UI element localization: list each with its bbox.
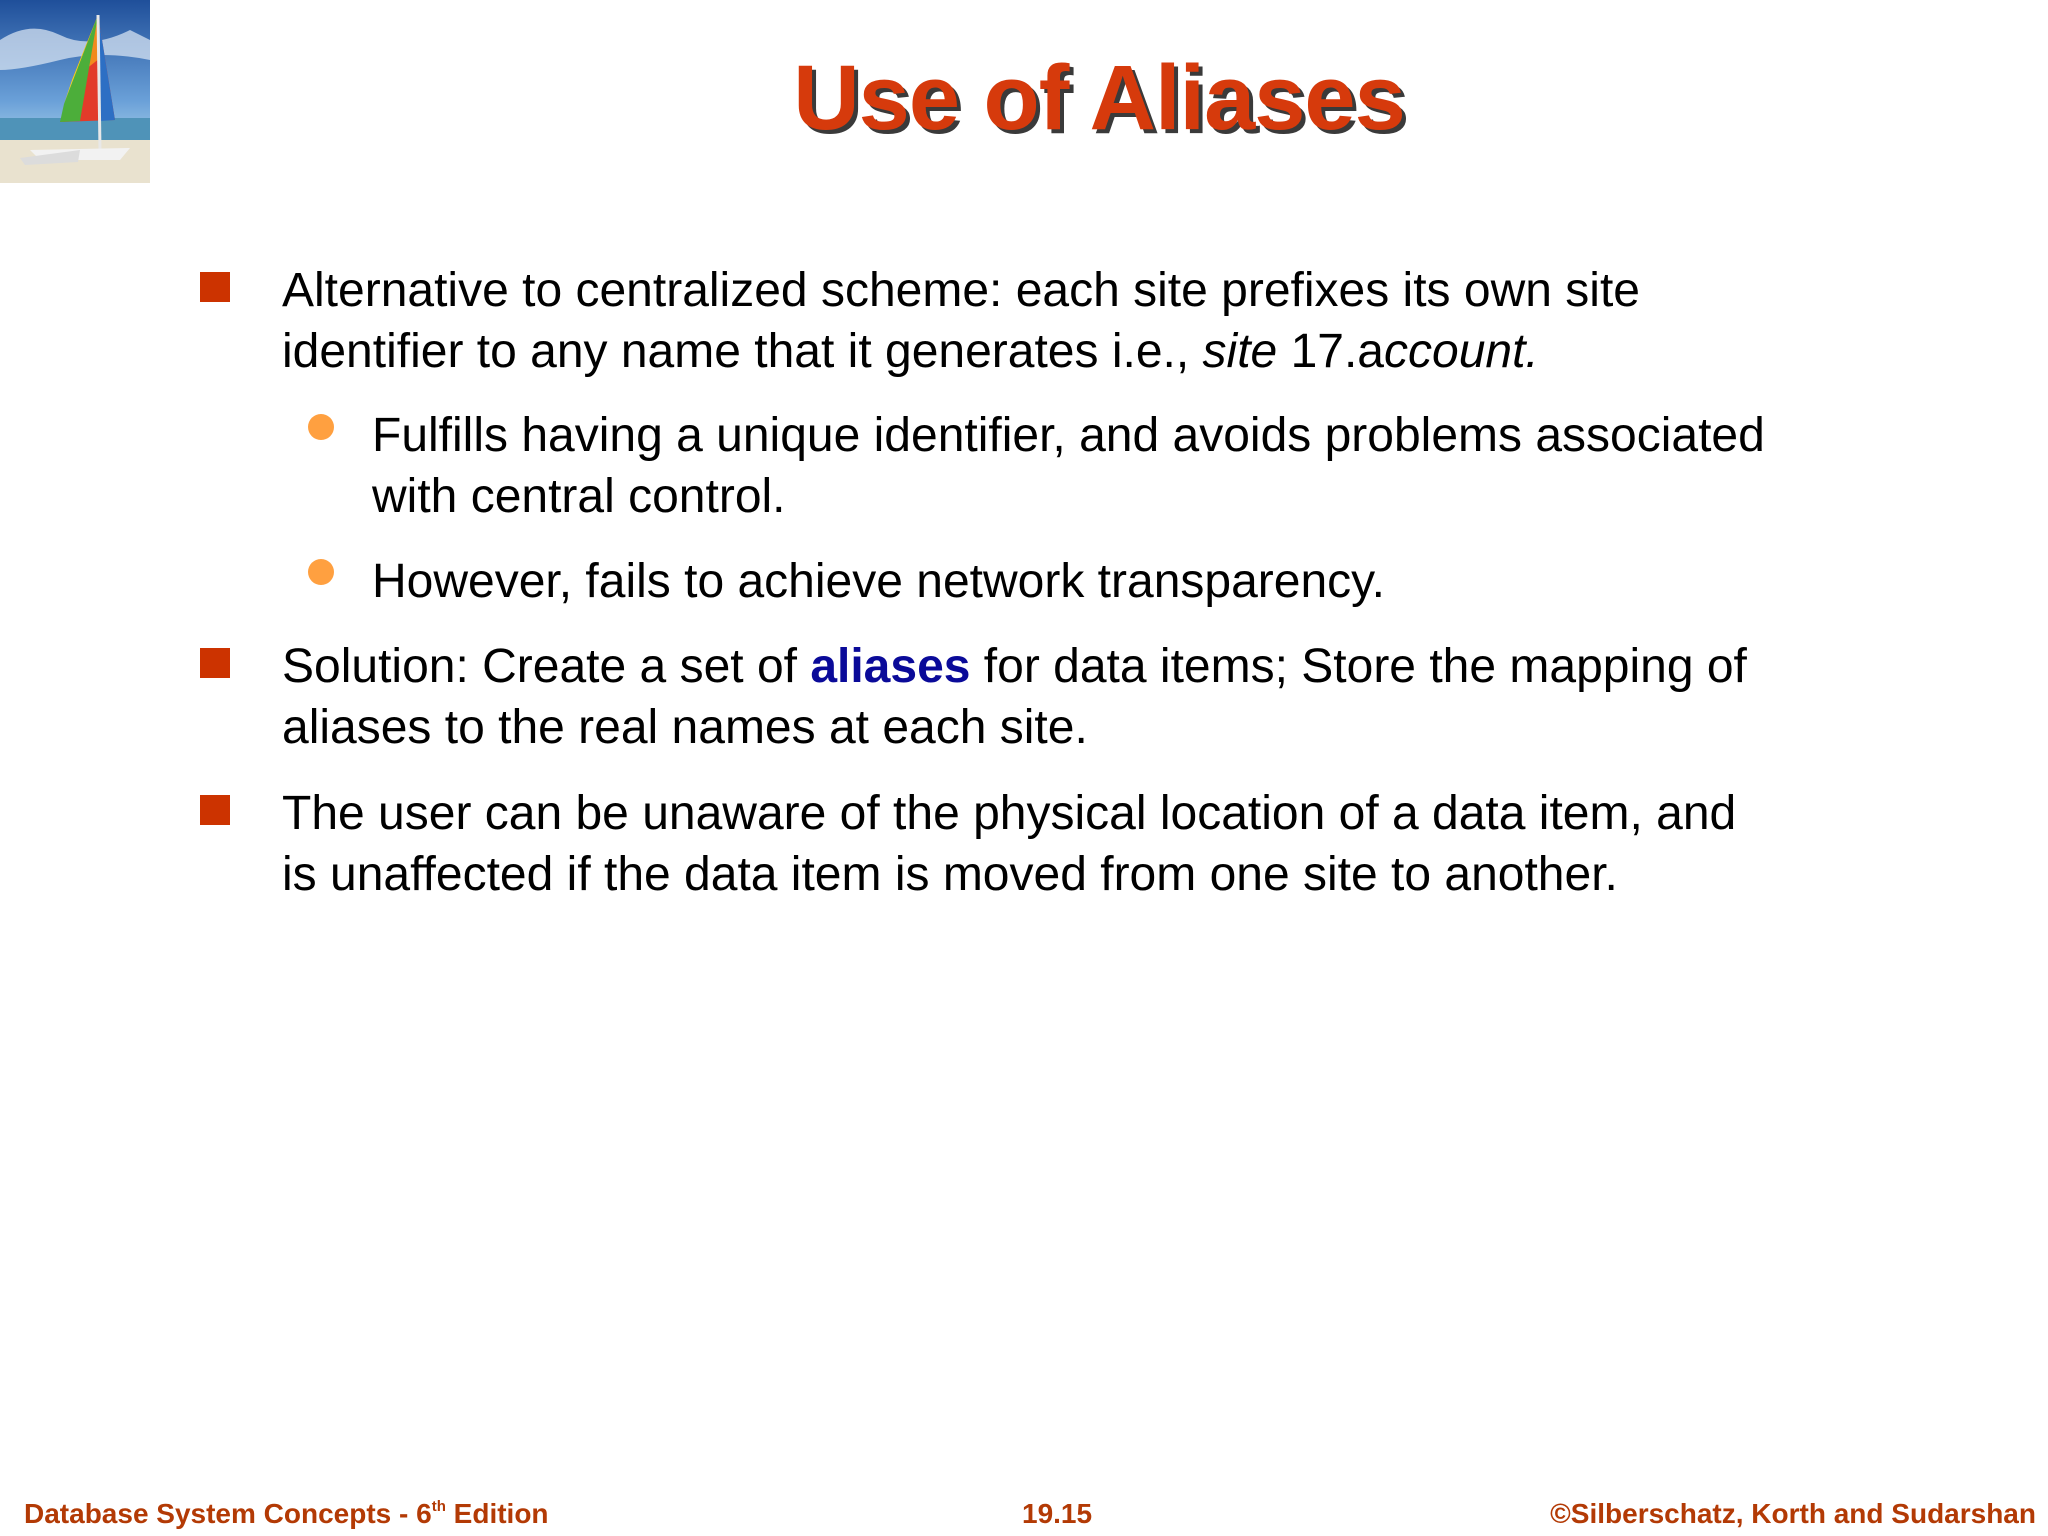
footer-copyright: ©Silberschatz, Korth and Sudarshan <box>1550 1498 2036 1529</box>
bullet-1-number: 17.a <box>1277 325 1384 378</box>
aliases-highlight: aliases <box>810 640 971 693</box>
slide-title: Use of Aliases <box>793 47 1405 149</box>
sub-bullet-2-text <box>372 551 1385 612</box>
footer-left-a: Database System Concepts - 6 <box>24 1498 432 1529</box>
bullet-3-line-2: is unaffected if the data item is moved from one site to another. <box>282 848 1618 901</box>
footer-slide-number: 19.15 <box>1022 1498 1093 1529</box>
bullet-1-text <box>282 260 1640 382</box>
bullet-1-site-italic: site <box>1202 325 1278 378</box>
bullet-1-line-1: Alternative to centralized scheme: each site prefixes its own site <box>282 264 1640 317</box>
footer-left-b: Edition <box>445 1498 549 1529</box>
bullet-3-text <box>282 783 1736 905</box>
bullet-2-line-2: aliases to the real names at each site. <box>282 701 1088 754</box>
round-bullet-icon <box>308 414 334 440</box>
bullet-1-account-italic: ccount. <box>1384 325 1539 378</box>
bullet-3-line-1: The user can be unaware of the physical location of a data item, and <box>282 787 1737 840</box>
bullet-2-line-1 <box>282 636 1747 697</box>
footer-left-sup: th <box>431 1498 446 1515</box>
sub-bullet-1-line-1: Fulfills having a unique identifier, and avoids problems associated <box>372 409 1765 462</box>
sub-bullet-1-text <box>372 405 1765 527</box>
footer-book-title <box>24 1498 549 1530</box>
bullet-1-line-2-a: identifier to any name that it generates i.e., <box>282 325 1203 378</box>
bullet-1-line-2 <box>282 321 1640 382</box>
bullet-2-text <box>282 636 1747 758</box>
square-bullet-icon <box>200 272 230 302</box>
bullet-2-line-1-b: for data items; Store the mapping of <box>970 640 1747 693</box>
square-bullet-icon <box>200 795 230 825</box>
bullet-2-line-1-a: Solution: Create a set of <box>282 640 811 693</box>
sub-bullet-2-line-1: However, fails to achieve network transparency. <box>372 555 1385 608</box>
sub-bullet-1-line-2: with central control. <box>372 470 786 523</box>
square-bullet-icon <box>200 648 230 678</box>
round-bullet-icon <box>308 559 334 585</box>
